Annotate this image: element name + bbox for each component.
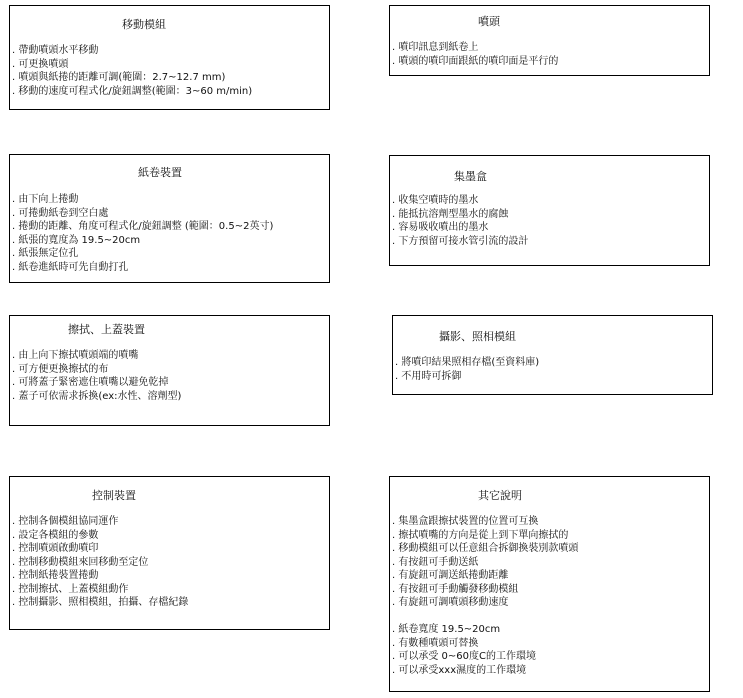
box-paper-roll	[9, 154, 330, 283]
box-line: . 噴頭與紙捲的距離可調(範圍：2.7~12.7 mm)	[12, 72, 226, 83]
box-line: . 控制移動模組來回移動至定位	[12, 556, 149, 568]
box-line: . 可將蓋子緊密遮住噴嘴以避免乾掉	[12, 377, 169, 388]
box-line: . 可更換噴頭	[12, 58, 69, 70]
box-line: . 控制攝影、照相模組，拍攝、存檔紀錄	[12, 597, 189, 608]
box-text	[12, 515, 188, 610]
box-line: . 蓋子可依需求拆換(ex:水性、溶劑型)	[12, 390, 182, 402]
box-line: . 由下向上捲動	[12, 194, 79, 205]
box-line: . 移動模組可以任意組合拆御換裝別款噴頭	[392, 543, 579, 554]
box-other-notes	[389, 476, 710, 692]
box-line: . 噴頭的噴印面跟紙的噴印面是平行的	[392, 55, 559, 67]
box-control-unit	[9, 476, 330, 630]
box-line: . 控制紙捲裝置捲動	[12, 570, 99, 581]
box-line: . 可方便更換擦拭的布	[12, 363, 109, 375]
box-line: . 設定各模組的參數	[12, 529, 99, 541]
box-ink-collector	[389, 155, 710, 266]
blank-line	[392, 610, 578, 624]
box-text	[395, 356, 539, 383]
box-line: . 集墨盒跟擦拭裝置的位置可互換	[392, 516, 539, 527]
box-title: 攝影、照相模組	[439, 330, 516, 343]
box-text	[12, 349, 181, 403]
box-line: . 紙張的寬度為 19.5~20cm	[12, 234, 141, 246]
box-title: 集墨盒	[454, 170, 487, 183]
box-line: . 下方預留可接水管引流的設計	[392, 235, 529, 247]
box-line: . 紙張無定位孔	[12, 248, 79, 259]
box-line: . 移動的速度可程式化/旋鈕調整(範圍：3~60 m/min)	[12, 85, 253, 97]
box-text	[12, 193, 273, 274]
box-text	[392, 194, 528, 248]
box-text	[392, 41, 558, 68]
box-wipe-cap	[9, 315, 330, 426]
box-nozzle	[389, 5, 710, 76]
box-title: 其它說明	[478, 489, 522, 502]
box-line: . 可捲動紙卷到空白處	[12, 207, 109, 219]
box-line: . 能抵抗溶劑型墨水的腐蝕	[392, 208, 509, 220]
box-text	[12, 44, 252, 98]
box-title: 紙卷裝置	[138, 166, 182, 179]
box-line: . 捲動的距離、角度可程式化/旋鈕調整 (範圍：0.5~2英寸)	[12, 221, 274, 232]
box-line: . 擦拭噴嘴的方向是從上到下單向擦拭的	[392, 529, 569, 541]
box-title: 噴頭	[478, 15, 500, 28]
box-line: . 控制各個模組協同運作	[12, 516, 119, 527]
box-title: 擦拭、上蓋裝置	[68, 323, 145, 336]
box-line: . 由上向下擦拭噴頭端的噴嘴	[12, 350, 139, 361]
box-line: . 有旋鈕可調噴頭移動速度	[392, 597, 509, 608]
box-line: . 有按鈕可手動送紙	[392, 556, 479, 568]
box-camera-module	[392, 315, 713, 395]
box-line: . 容易吸收噴出的墨水	[392, 222, 489, 233]
box-line: . 有數種噴頭可替換	[392, 637, 479, 649]
box-line: . 帶動噴頭水平移動	[12, 45, 99, 56]
box-line: . 有旋鈕可調送紙捲動距離	[392, 570, 509, 581]
box-line: . 控制擦拭、上蓋模組動作	[12, 583, 129, 595]
box-text	[392, 515, 578, 677]
box-title: 控制裝置	[92, 489, 136, 502]
box-line: . 有按鈕可手動觸發移動模組	[392, 583, 519, 595]
box-title: 移動模組	[122, 18, 166, 31]
box-line: . 紙卷寬度 19.5~20cm	[392, 624, 501, 635]
box-line: . 噴印訊息到紙卷上	[392, 42, 479, 53]
box-line: . 收集空噴時的墨水	[392, 195, 479, 206]
box-line: . 可以承受xxx濕度的工作環境	[392, 664, 527, 676]
box-line: . 將噴印結果照相存檔(至資料庫)	[395, 357, 540, 368]
box-line: . 紙卷進紙時可先自動打孔	[12, 261, 129, 273]
box-line: . 可以承受 0~60度C的工作環境	[392, 651, 536, 662]
box-line: . 不用時可拆御	[395, 370, 462, 382]
box-move-module	[9, 5, 330, 110]
box-line: . 控制噴頭啟動噴印	[12, 543, 99, 554]
